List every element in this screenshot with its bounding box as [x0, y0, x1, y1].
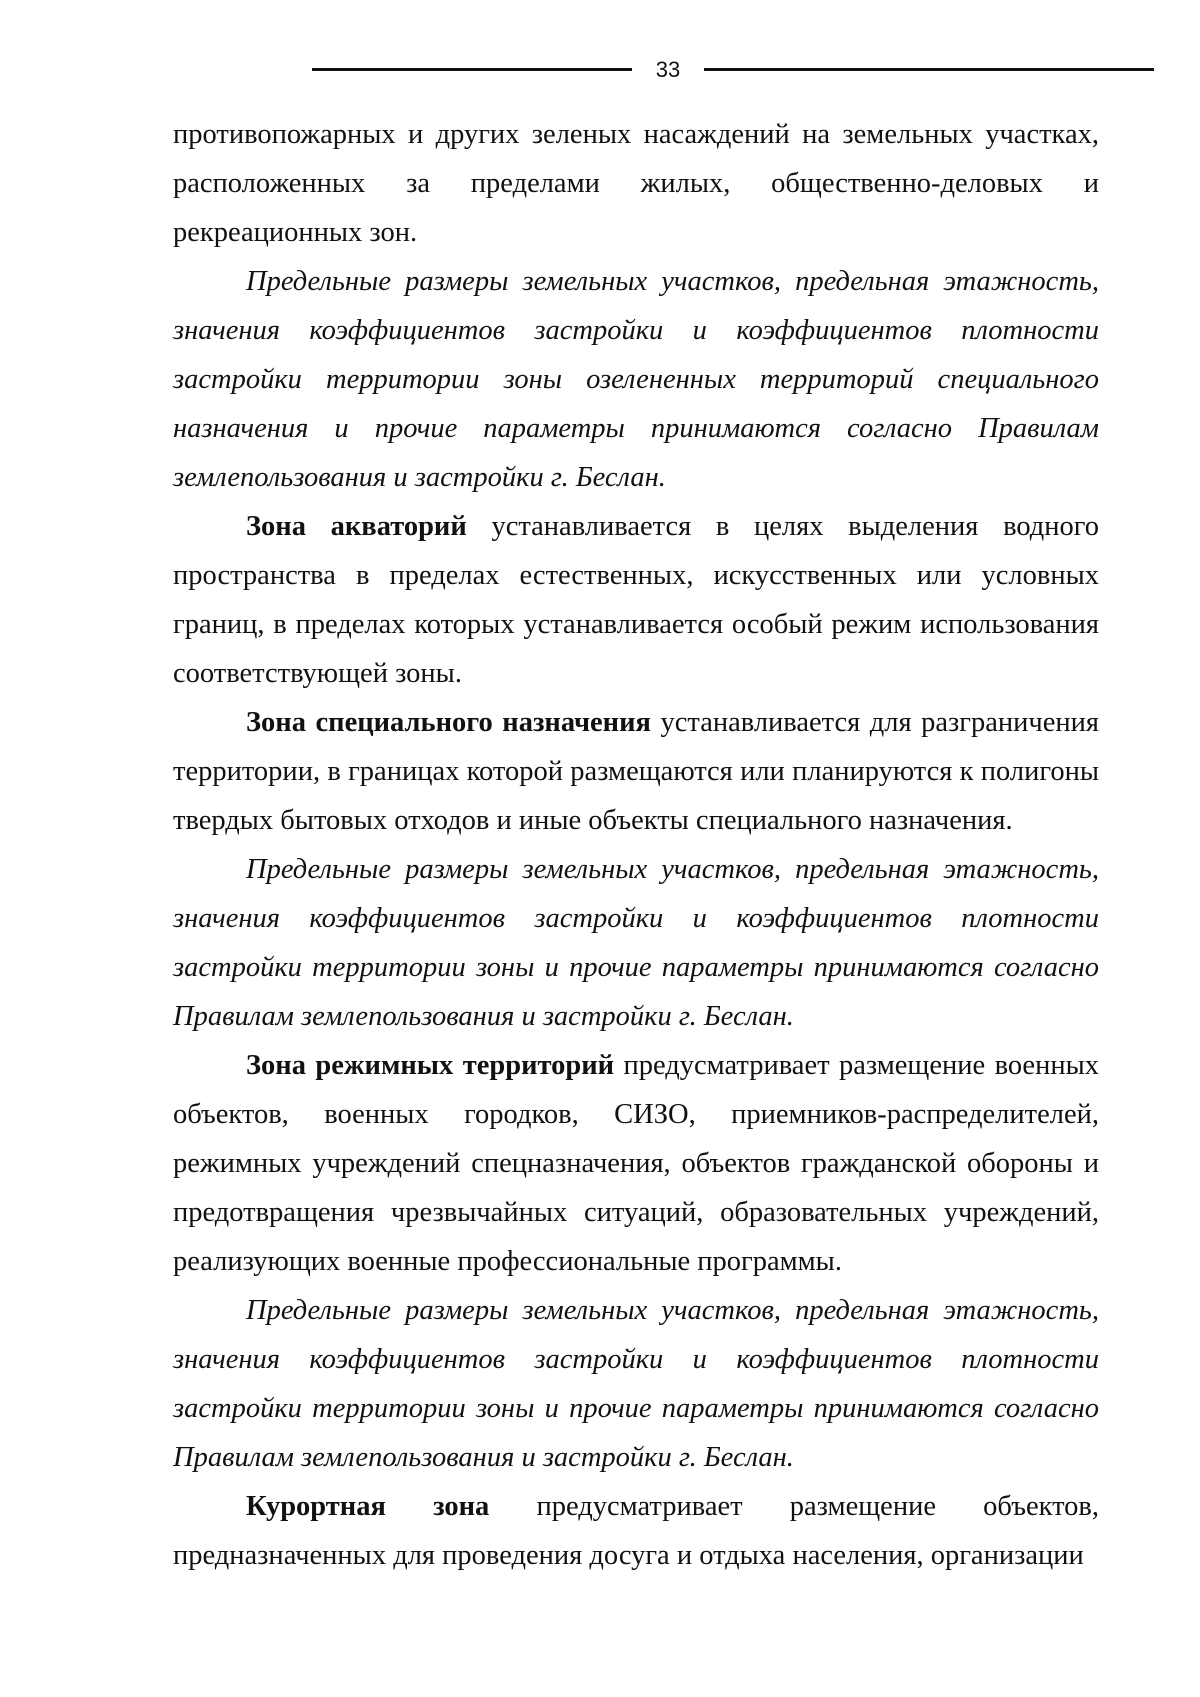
paragraph-text: Предельные размеры земельных участков, предельная этажность, значения коэффициентов застройки и коэффициентов плотности застройки территории зоны и прочие параметры принимаются согласно Правилам землепользования и застройки г. Беслан. — [173, 1295, 1099, 1473]
zone-term: Зона режимных территорий — [246, 1050, 615, 1081]
paragraph-parameters-greenery — [173, 257, 1099, 502]
paragraph-text: Предельные размеры земельных участков, предельная этажность, значения коэффициентов застройки и коэффициентов плотности застройки территории зоны и прочие параметры принимаются согласно Правилам землепользования и застройки г. Беслан. — [173, 854, 1099, 1032]
paragraph-resort-zone — [173, 1482, 1099, 1580]
document-body — [173, 110, 1099, 1580]
header-rule-left — [312, 68, 632, 71]
page-number: 33 — [655, 57, 681, 82]
paragraph-special-zone — [173, 698, 1099, 845]
paragraph-water-zone — [173, 502, 1099, 698]
zone-term: Зона акваторий — [246, 511, 467, 542]
paragraph-restricted-zone — [173, 1041, 1099, 1286]
paragraph-text: предусматривает размещение объектов, предназначенных для проведения досуга и отдыха населения, организации — [173, 1491, 1099, 1571]
paragraph-continuation — [173, 110, 1099, 257]
zone-term: Курортная зона — [246, 1491, 490, 1522]
paragraph-text: устанавливается в целях выделения водного пространства в пределах естественных, искусственных или условных границ, в пределах которых устанавливается особый режим использования соответствующей зоны. — [173, 511, 1099, 689]
zone-term: Зона специального назначения — [246, 707, 651, 738]
paragraph-text: противопожарных и других зеленых насаждений на земельных участках, расположенных за пределами жилых, общественно-деловых и рекреационных зон. — [173, 119, 1099, 248]
page-header — [312, 54, 1154, 88]
paragraph-parameters-special — [173, 845, 1099, 1041]
paragraph-parameters-restricted — [173, 1286, 1099, 1482]
paragraph-text: Предельные размеры земельных участков, предельная этажность, значения коэффициентов застройки и коэффициентов плотности застройки территории зоны озелененных территорий специального назначения и прочие параметры принимаются согласно Правилам землепользования и застройки г. Беслан. — [173, 266, 1099, 493]
paragraph-text: предусматривает размещение военных объектов, военных городков, СИЗО, приемников-распределителей, режимных учреждений спецназначения, объектов гражданской обороны и предотвращения чрезвычайных ситуаций, образовательных учреждений, реализующих военные профессиональные программы. — [173, 1050, 1099, 1277]
header-rule-right — [704, 68, 1154, 71]
paragraph-text: устанавливается для разграничения территории, в границах которой размещаются или планируются к полигоны твердых бытовых отходов и иные объекты специального назначения. — [173, 707, 1099, 836]
